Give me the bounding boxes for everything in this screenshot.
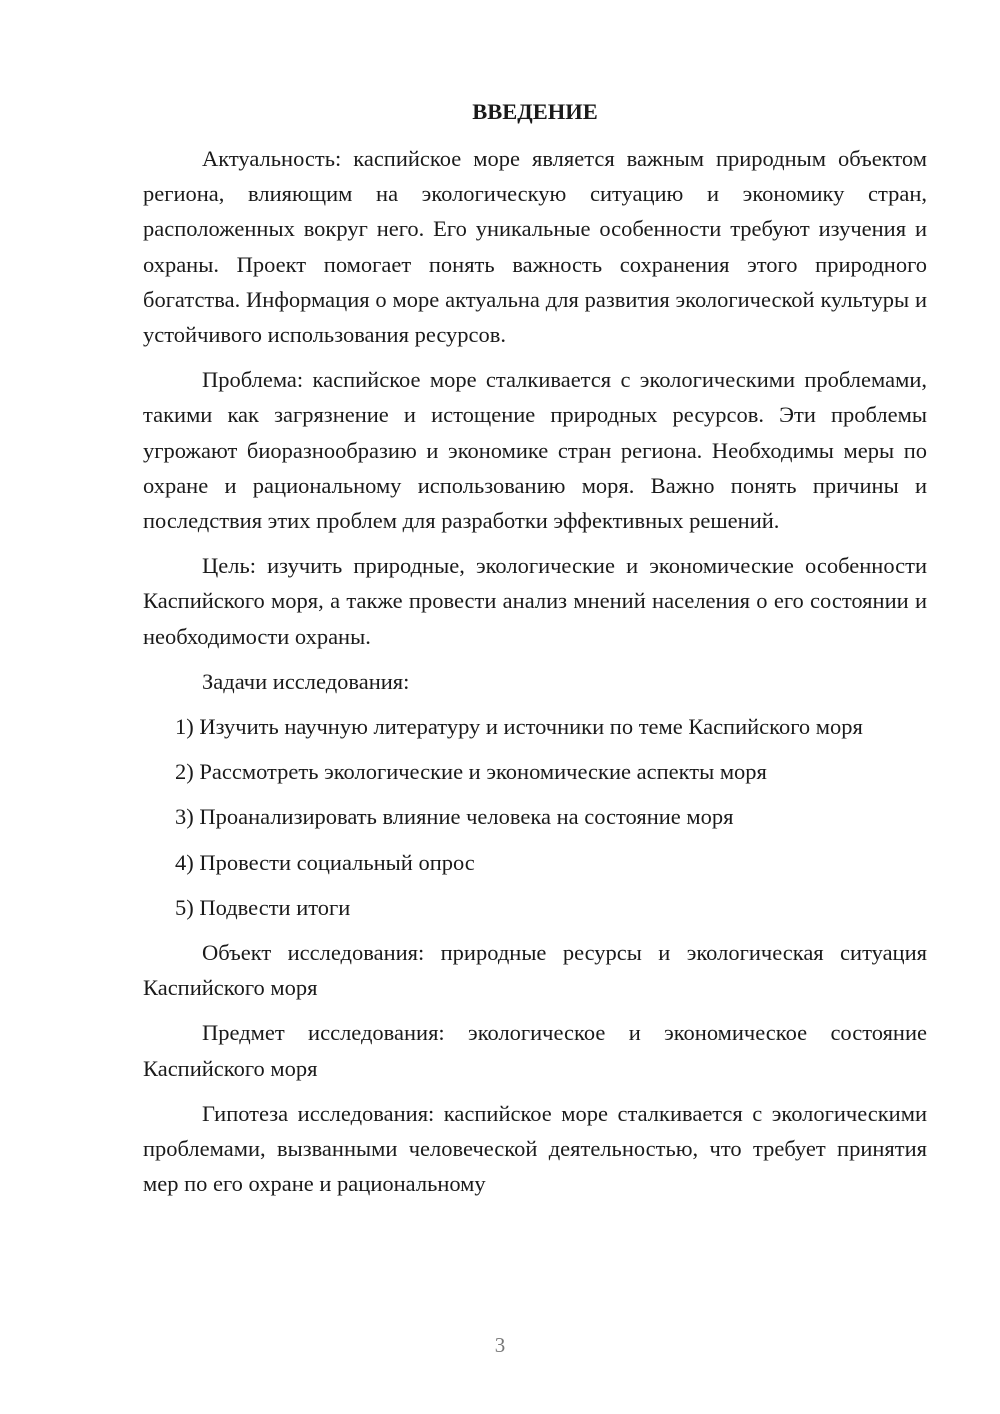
section-title: ВВЕДЕНИЕ <box>472 99 598 124</box>
subject-paragraph: Предмет исследования: экологическое и экономическое состояние Каспийского моря <box>143 1020 927 1081</box>
tasks-heading: Задачи исследования: <box>202 668 410 694</box>
relevance-paragraph: Актуальность: каспийское море является важным природным объектом региона, влияющим на экологическую ситуацию и экономику стран, расположенных вокруг него. Его уникальные особенности требуют изучения и охраны. Проект помогает понять важность сохранения этого природного богатства. Информация о море актуальна для развития экологической культуры и устойчивого использования ресурсов. <box>143 146 927 348</box>
task-item: 1) Изучить научную литературу и источники по теме Каспийского моря <box>175 714 863 740</box>
goal-paragraph: Цель: изучить природные, экологические и экономические особенности Каспийского моря, а также провести анализ мнений населения о его состоянии и необходимости охраны. <box>143 553 927 649</box>
hypothesis-paragraph: Гипотеза исследования: каспийское море сталкивается с экологическими проблемами, вызванными человеческой деятельностью, что требует принятия мер по его охране и рациональному <box>143 1100 927 1197</box>
task-item: 5) Подвести итоги <box>175 894 351 920</box>
task-item: 2) Рассмотреть экологические и экономические аспекты моря <box>175 759 767 785</box>
page-content <box>143 94 927 1211</box>
object-paragraph: Объект исследования: природные ресурсы и экологическая ситуация Каспийского моря <box>143 940 927 1001</box>
task-item: 4) Провести социальный опрос <box>175 849 475 875</box>
task-item: 3) Проанализировать влияние человека на состояние моря <box>175 804 734 830</box>
page-number: 3 <box>494 1333 506 1357</box>
problem-paragraph: Проблема: каспийское море сталкивается с экологическими проблемами, такими как загрязнение и истощение природных ресурсов. Эти проблемы угрожают биоразнообразию и экономике стран региона. Необходимы меры по охране и рациональному использованию моря. Важно понять причины и последствия этих проблем для разработки эффективных решений. <box>143 367 927 534</box>
